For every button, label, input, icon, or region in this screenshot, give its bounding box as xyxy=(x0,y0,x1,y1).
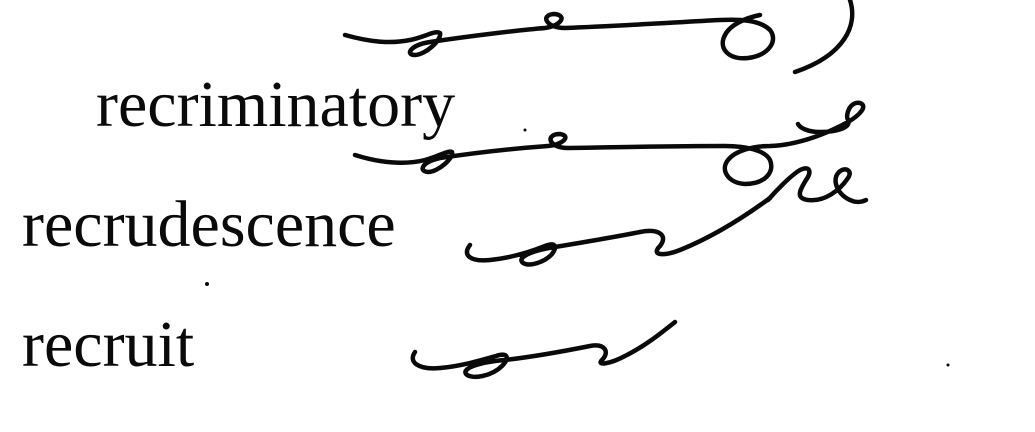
outline-1-stroke-2 xyxy=(768,168,866,202)
outline-1-stroke-1 xyxy=(355,103,863,184)
outline-3-stroke-1 xyxy=(413,322,675,377)
entry-word-recruit: recruit xyxy=(22,308,195,381)
shorthand-outline-recriminatory xyxy=(355,103,866,202)
shorthand-outline-recrudescence xyxy=(467,198,770,264)
outline-prev-stroke-2 xyxy=(795,0,852,72)
entry-word-recrudescence: recrudescence xyxy=(22,188,396,261)
ink-speck-2 xyxy=(947,364,950,367)
ink-speck-3 xyxy=(524,129,527,132)
shorthand-outline-recruit xyxy=(413,322,675,377)
outline-2-stroke-1 xyxy=(467,198,770,264)
outline-prev-stroke-1 xyxy=(345,14,773,58)
entry-word-recriminatory: recriminatory xyxy=(96,68,456,141)
shorthand-outline-previous xyxy=(345,0,852,72)
ink-speck-1 xyxy=(205,282,209,286)
